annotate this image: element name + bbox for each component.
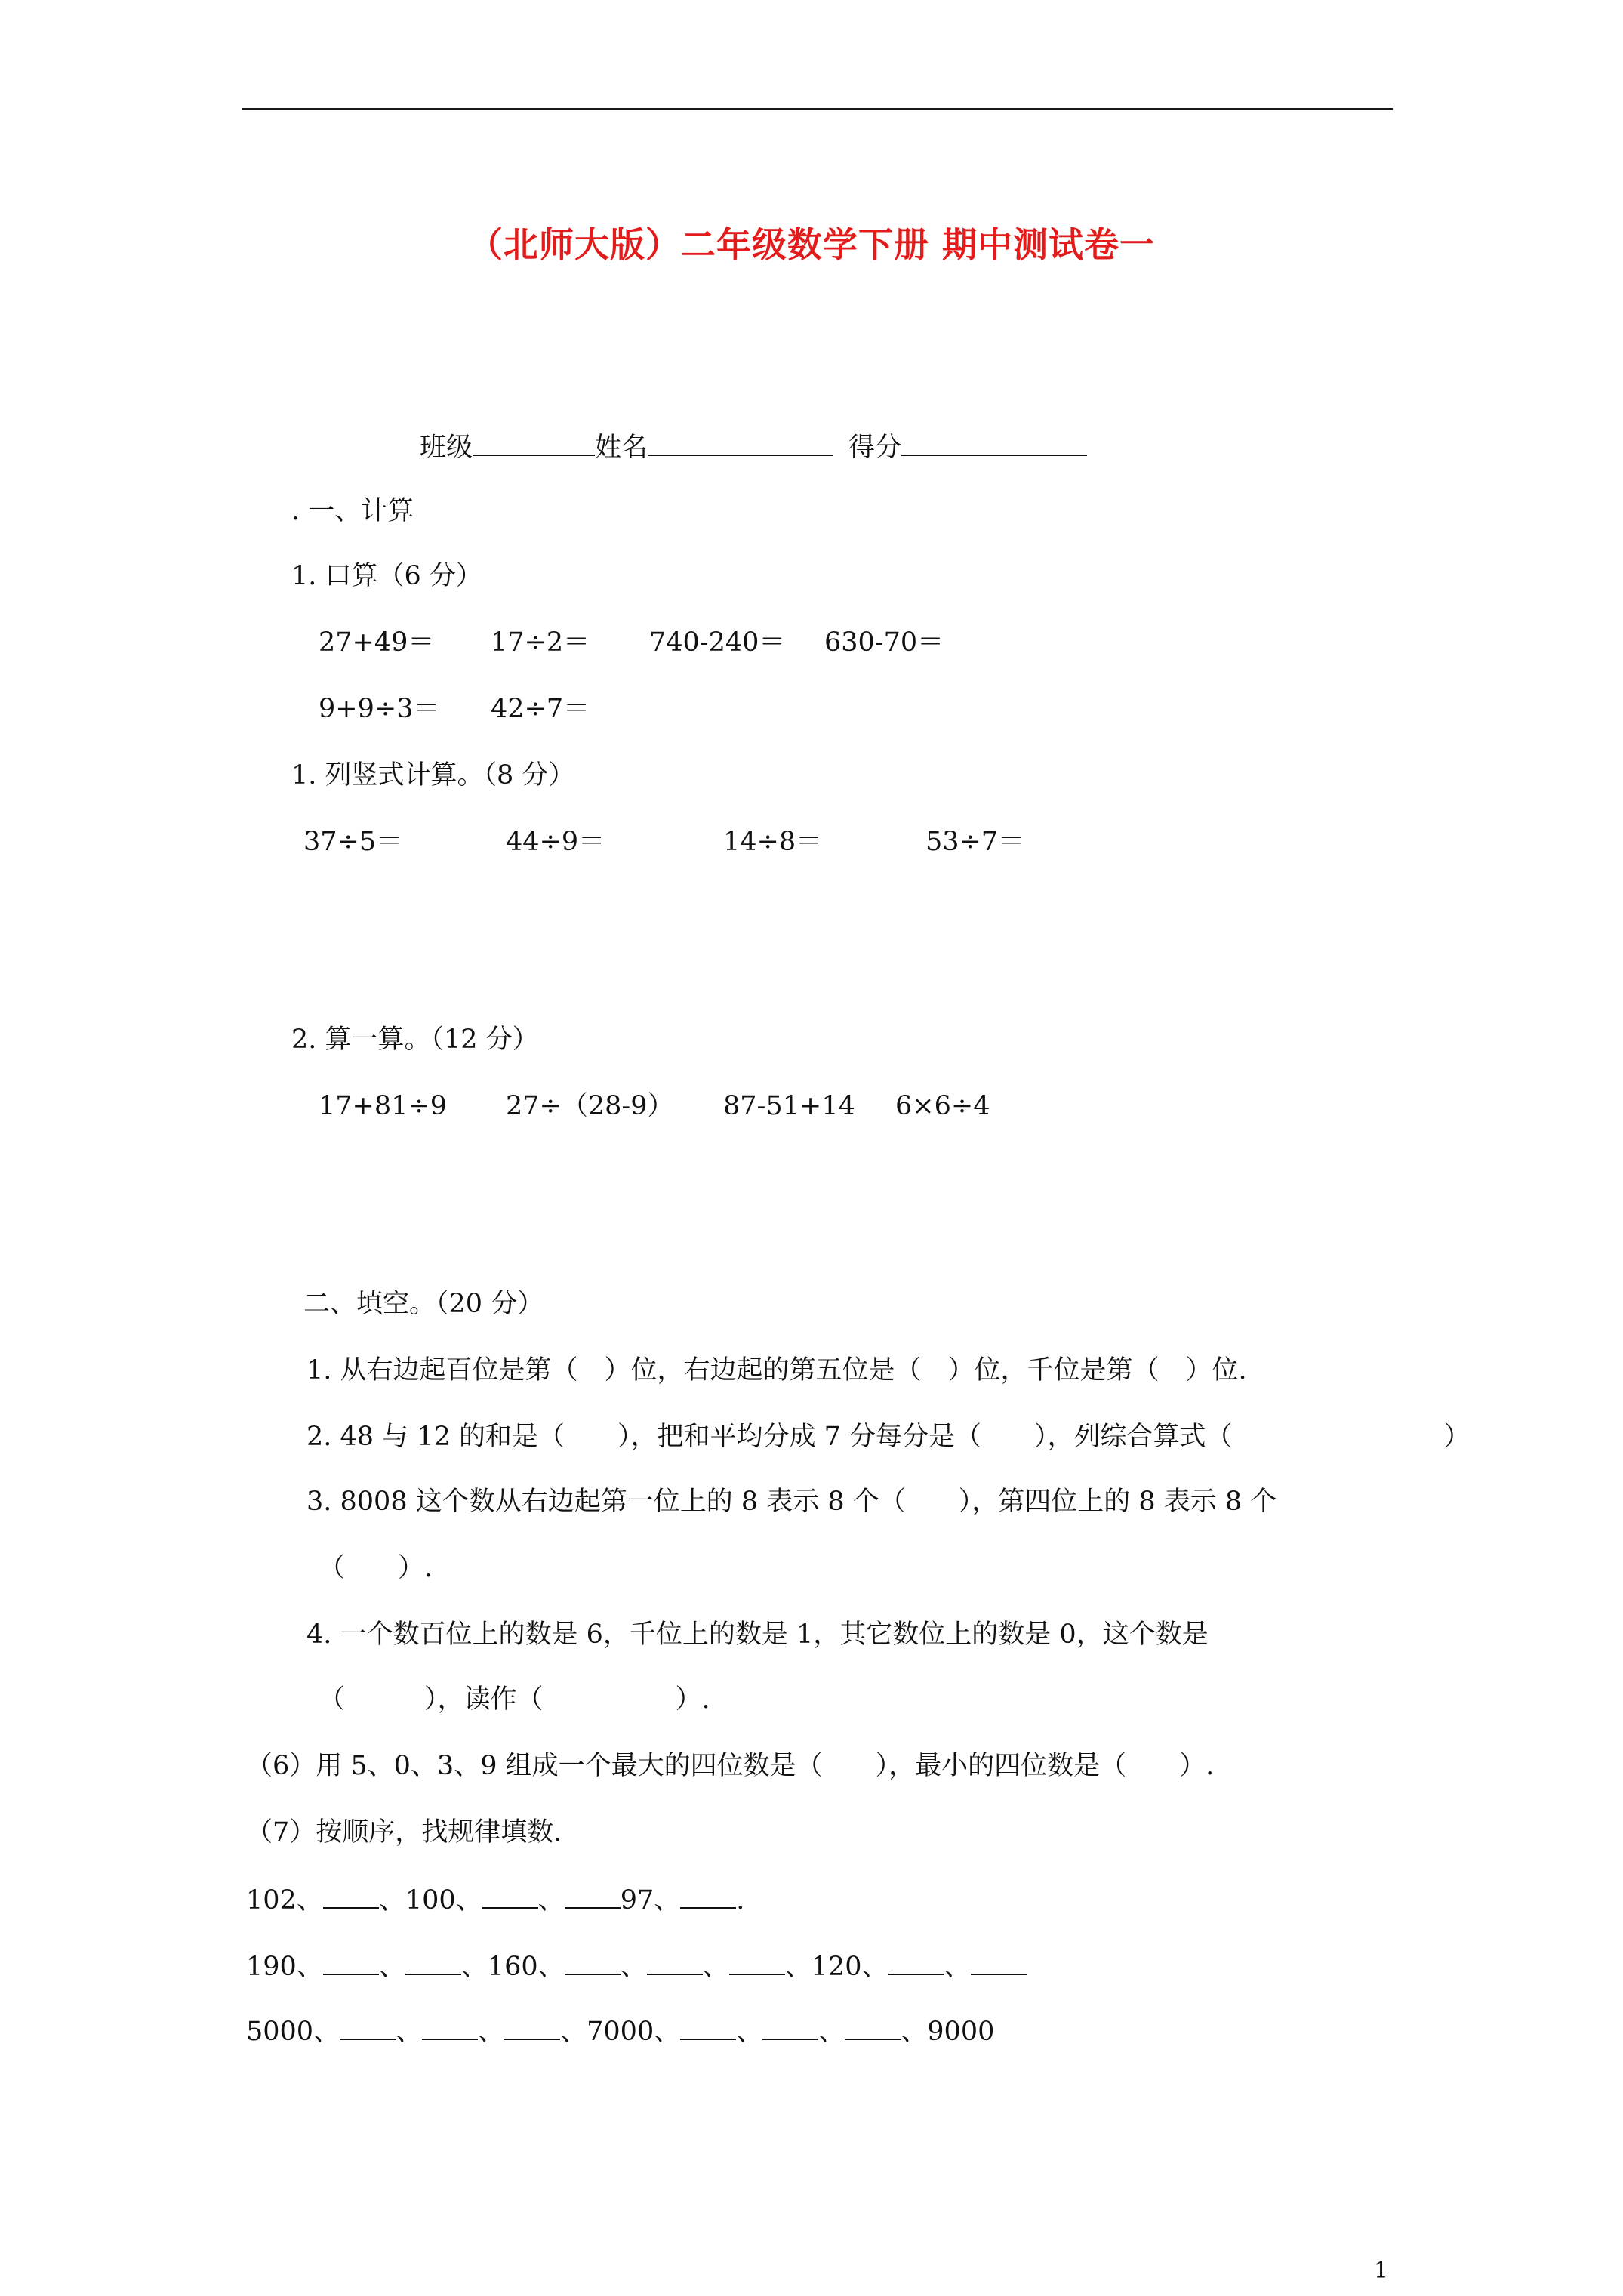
q2-item: 44÷9＝ (506, 827, 605, 857)
q1-item: 9+9÷3＝ (319, 694, 440, 724)
student-info-row (420, 429, 1087, 465)
fill-q7: （7）按顺序，找规律填数. (246, 1817, 562, 1848)
page-title: （北师大版）二年级数学下册 期中测试卷一 (467, 224, 1155, 265)
separator: 、 (654, 2017, 681, 2047)
end-mark: . (736, 1885, 745, 1915)
q3-item: 27÷（28-9） (506, 1091, 674, 1121)
seq-blank[interactable] (971, 1948, 1027, 1975)
separator: 、 (560, 2017, 587, 2047)
seq-blank[interactable] (422, 2013, 478, 2040)
fill-q3-line2: （ ）. (319, 1553, 433, 1583)
separator: 、 (620, 1952, 647, 1982)
separator: 、 (861, 1952, 888, 1982)
q2-item: 14÷8＝ (723, 827, 823, 857)
separator: 、 (944, 1952, 971, 1982)
q2-label: 1. 列竖式计算。（8 分） (291, 760, 575, 791)
separator: 、 (702, 1952, 729, 1982)
seq-number: 120 (811, 1952, 862, 1982)
seq-number: 5000 (246, 2017, 314, 2047)
separator: 、 (313, 2017, 340, 2047)
score-label: 得分 (848, 433, 902, 463)
separator: 、 (378, 1885, 405, 1915)
seq-number: 100 (405, 1885, 456, 1915)
separator: 、 (378, 1952, 405, 1982)
q3-item: 87-51+14 (723, 1091, 855, 1121)
sequence-row-2 (246, 1948, 1027, 1984)
fill-q6: （6）用 5、0、3、9 组成一个最大的四位数是（ ），最小的四位数是（ ）. (246, 1751, 1215, 1781)
separator: 、 (784, 1952, 812, 1982)
fill-q4-line2: （ ），读作（ ）. (319, 1684, 710, 1715)
seq-number: 160 (487, 1952, 538, 1982)
seq-blank[interactable] (647, 1948, 703, 1975)
seq-blank[interactable] (888, 1948, 944, 1975)
q1-item: 27+49＝ (319, 627, 435, 658)
seq-blank[interactable] (680, 2013, 736, 2040)
q1-item: 630-70＝ (824, 627, 944, 658)
separator: 、 (901, 2017, 928, 2047)
name-label: 姓名 (595, 433, 648, 463)
seq-blank[interactable] (565, 1881, 621, 1909)
seq-blank[interactable] (323, 1948, 379, 1975)
q1-item: 17÷2＝ (491, 627, 590, 658)
fill-q1: 1. 从右边起百位是第（ ）位，右边起的第五位是（ ）位，千位是第（ ）位. (306, 1355, 1247, 1385)
separator: 、 (537, 1952, 565, 1982)
fill-q3-line1: 3. 8008 这个数从右边起第一位上的 8 表示 8 个（ ），第四位上的 8 表示 8 个 (306, 1487, 1277, 1517)
name-blank[interactable] (648, 429, 833, 456)
separator: 、 (396, 2017, 423, 2047)
seq-number: 7000 (587, 2017, 654, 2047)
q1-item: 42÷7＝ (491, 694, 590, 724)
sequence-row-1 (246, 1881, 744, 1918)
section-1-heading: . 一、计算 (291, 496, 414, 526)
seq-number: 9000 (927, 2017, 995, 2047)
q3-label: 2. 算一算。（12 分） (291, 1025, 539, 1055)
seq-number: 97 (620, 1885, 654, 1915)
separator: 、 (818, 2017, 845, 2047)
separator: 、 (296, 1885, 323, 1915)
q1-item: 740-240＝ (649, 627, 786, 658)
seq-blank[interactable] (340, 2013, 396, 2040)
seq-blank[interactable] (504, 2013, 560, 2040)
fill-q4-line1: 4. 一个数百位上的数是 6，千位上的数是 1，其它数位上的数是 0，这个数是 (306, 1620, 1209, 1650)
sequence-row-3 (246, 2013, 994, 2049)
seq-blank[interactable] (323, 1881, 379, 1909)
separator: 、 (455, 1885, 482, 1915)
section-2-heading: 二、填空。（20 分） (303, 1289, 544, 1319)
seq-blank[interactable] (762, 2013, 818, 2040)
q1-label: 1. 口算（6 分） (291, 561, 482, 591)
q2-item: 53÷7＝ (925, 827, 1025, 857)
page-number: 1 (1374, 2257, 1389, 2284)
separator: 、 (296, 1952, 323, 1982)
separator: 、 (654, 1885, 681, 1915)
seq-blank[interactable] (565, 1948, 621, 1975)
separator: 、 (537, 1885, 565, 1915)
separator: 、 (478, 2017, 505, 2047)
separator: 、 (736, 2017, 763, 2047)
seq-blank[interactable] (729, 1948, 785, 1975)
q3-item: 6×6÷4 (895, 1091, 990, 1121)
q2-item: 37÷5＝ (303, 827, 403, 857)
separator: 、 (460, 1952, 488, 1982)
seq-blank[interactable] (482, 1881, 538, 1909)
fill-q2: 2. 48 与 12 的和是（ ），把和平均分成 7 分每分是（ ），列综合算式（ ） (306, 1422, 1471, 1452)
top-rule (242, 108, 1393, 110)
seq-number: 190 (246, 1952, 297, 1982)
score-blank[interactable] (901, 429, 1087, 456)
seq-number: 102 (246, 1885, 297, 1915)
class-blank[interactable] (473, 429, 595, 456)
class-label: 班级 (420, 433, 473, 463)
seq-blank[interactable] (680, 1881, 736, 1909)
seq-blank[interactable] (845, 2013, 901, 2040)
q3-item: 17+81÷9 (319, 1091, 447, 1121)
seq-blank[interactable] (405, 1948, 461, 1975)
